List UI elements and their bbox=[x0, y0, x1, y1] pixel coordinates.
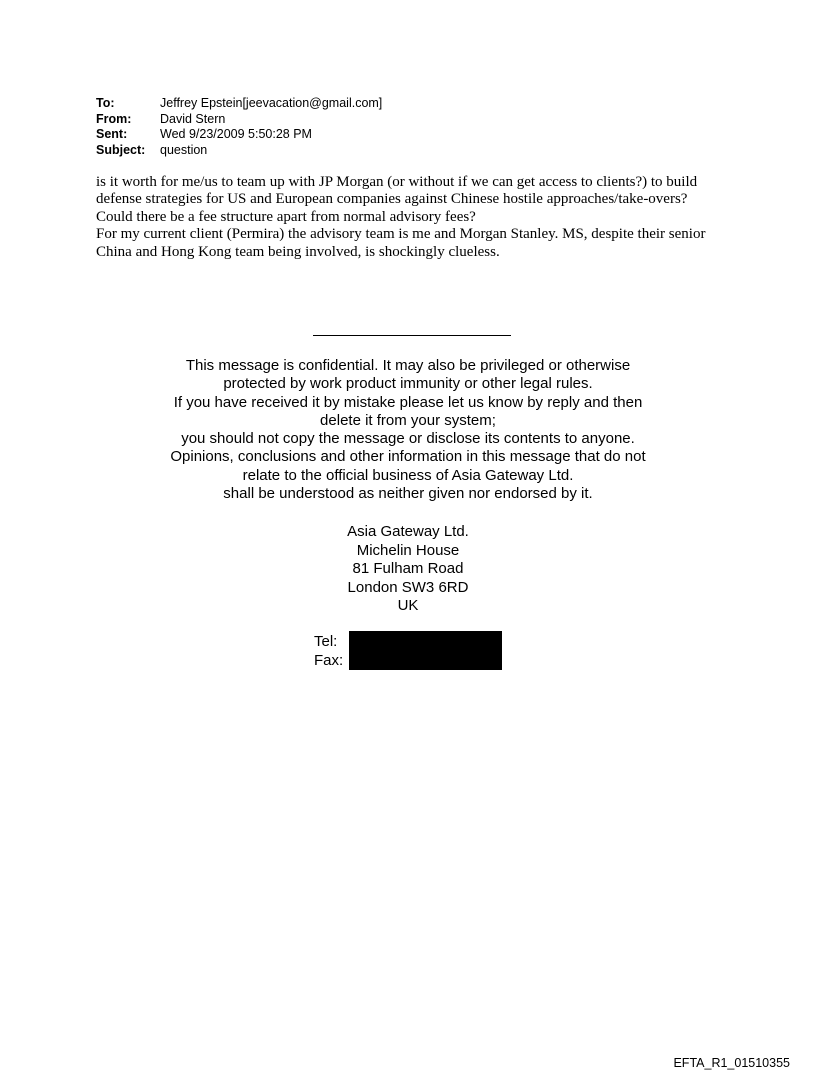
document-id: EFTA_R1_01510355 bbox=[673, 1056, 790, 1070]
disclaimer-line: shall be understood as neither given nor endorsed by it. bbox=[223, 485, 593, 503]
disclaimer-line: you should not copy the message or disclose its contents to anyone. bbox=[181, 430, 635, 448]
subject-row bbox=[96, 143, 382, 159]
body-paragraph: For my current client (Permira) the advisory team is me and Morgan Stanley. MS, despite their senior China and Hong Kong team being involved, is shockingly clueless. bbox=[96, 226, 706, 260]
address-line: London SW3 6RD bbox=[347, 578, 469, 596]
signature-divider bbox=[313, 335, 511, 336]
email-body bbox=[96, 174, 726, 261]
from-label: From: bbox=[96, 111, 132, 126]
body-paragraph: is it worth for me/us to team up with JP Morgan (or without if we can get access to clients?) to build defense strategies for US and European companies against Chinese hostile approaches/take-overs? bbox=[96, 174, 698, 208]
address-line: Asia Gateway Ltd. bbox=[347, 523, 469, 540]
email-header bbox=[96, 96, 382, 158]
sent-value: Wed 9/23/2009 5:50:28 PM bbox=[160, 127, 312, 141]
to-row bbox=[96, 96, 382, 112]
disclaimer-line: If you have received it by mistake please let us know by reply and then bbox=[173, 393, 643, 411]
to-value: Jeffrey Epstein[jeevacation@gmail.com] bbox=[160, 96, 383, 110]
disclaimer-line: Opinions, conclusions and other information in this message that do not bbox=[170, 448, 646, 466]
contact-numbers bbox=[314, 633, 343, 670]
tel-label: Tel: bbox=[314, 633, 338, 650]
sent-label: Sent: bbox=[96, 127, 128, 141]
subject-label: Subject: bbox=[96, 142, 146, 157]
from-value: David Stern bbox=[160, 111, 226, 126]
disclaimer-line: relate to the official business of Asia Gateway Ltd. bbox=[242, 466, 574, 484]
sent-row bbox=[96, 127, 382, 143]
address-line: UK bbox=[397, 597, 419, 614]
from-row bbox=[96, 112, 382, 128]
body-paragraph: Could there be a fee structure apart from normal advisory fees? bbox=[96, 208, 476, 225]
disclaimer-line: protected by work product immunity or other legal rules. bbox=[223, 375, 593, 393]
to-label: To: bbox=[96, 96, 115, 110]
fax-label: Fax: bbox=[314, 651, 344, 669]
company-address bbox=[258, 523, 558, 616]
confidentiality-disclaimer bbox=[108, 357, 708, 503]
address-line: Michelin House bbox=[356, 541, 460, 559]
address-line: 81 Fulham Road bbox=[352, 560, 464, 577]
subject-value: question bbox=[160, 142, 208, 157]
disclaimer-line: This message is confidential. It may also be privileged or otherwise bbox=[185, 357, 631, 374]
disclaimer-line: delete it from your system; bbox=[320, 411, 496, 429]
redaction-box bbox=[349, 631, 502, 670]
